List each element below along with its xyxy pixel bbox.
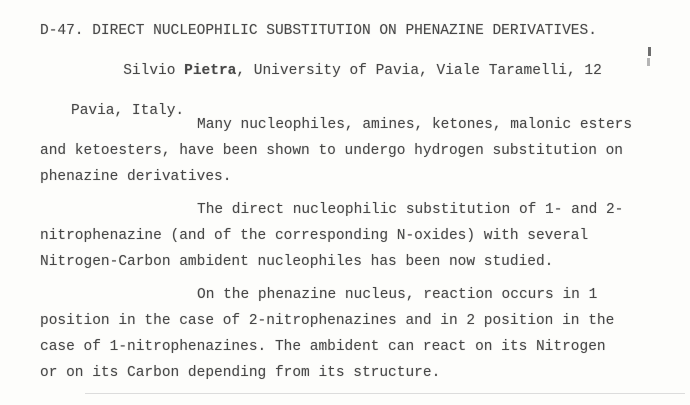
abstract-body xyxy=(40,112,632,393)
text-line: nitrophenazine (and of the corresponding N-oxides) with several xyxy=(40,228,589,244)
text-line: position in the case of 2-nitrophenazines and in 2 position in the xyxy=(40,313,615,329)
abstract-heading: D-47. DIRECT NUCLEOPHILIC SUBSTITUTION ON PHENAZINE DERIVATIVES. xyxy=(40,23,597,39)
scan-artifact-light-dash xyxy=(647,58,650,66)
abstract-header xyxy=(40,21,602,121)
text-line: or on its Carbon depending from its structure. xyxy=(40,365,441,381)
text-line: The direct nucleophilic substitution of 1- and 2- xyxy=(197,202,624,218)
author-line xyxy=(40,41,602,101)
author-given-name: Silvio xyxy=(123,63,185,79)
scan-artifact-dark-dash xyxy=(648,47,651,56)
author-affiliation: , University of Pavia, Viale Taramelli, 12 xyxy=(236,63,602,79)
author-address: Pavia, Italy. xyxy=(71,103,185,119)
text-line: and ketoesters, have been shown to undergo hydrogen substitution on xyxy=(40,143,623,159)
text-line: Many nucleophiles, amines, ketones, malonic esters xyxy=(197,117,633,133)
author-surname: Pietra xyxy=(184,63,237,79)
text-line: phenazine derivatives. xyxy=(40,169,232,185)
text-line: case of 1-nitrophenazines. The ambident can react on its Nitrogen xyxy=(40,339,606,355)
text-line: Nitrogen-Carbon ambident nucleophiles has been now studied. xyxy=(40,254,554,270)
paragraph xyxy=(40,282,632,386)
paragraph xyxy=(40,197,632,275)
scan-artifact-rule-line xyxy=(85,393,685,394)
text-line: On the phenazine nucleus, reaction occurs in 1 xyxy=(197,287,598,303)
paragraph xyxy=(40,112,632,190)
